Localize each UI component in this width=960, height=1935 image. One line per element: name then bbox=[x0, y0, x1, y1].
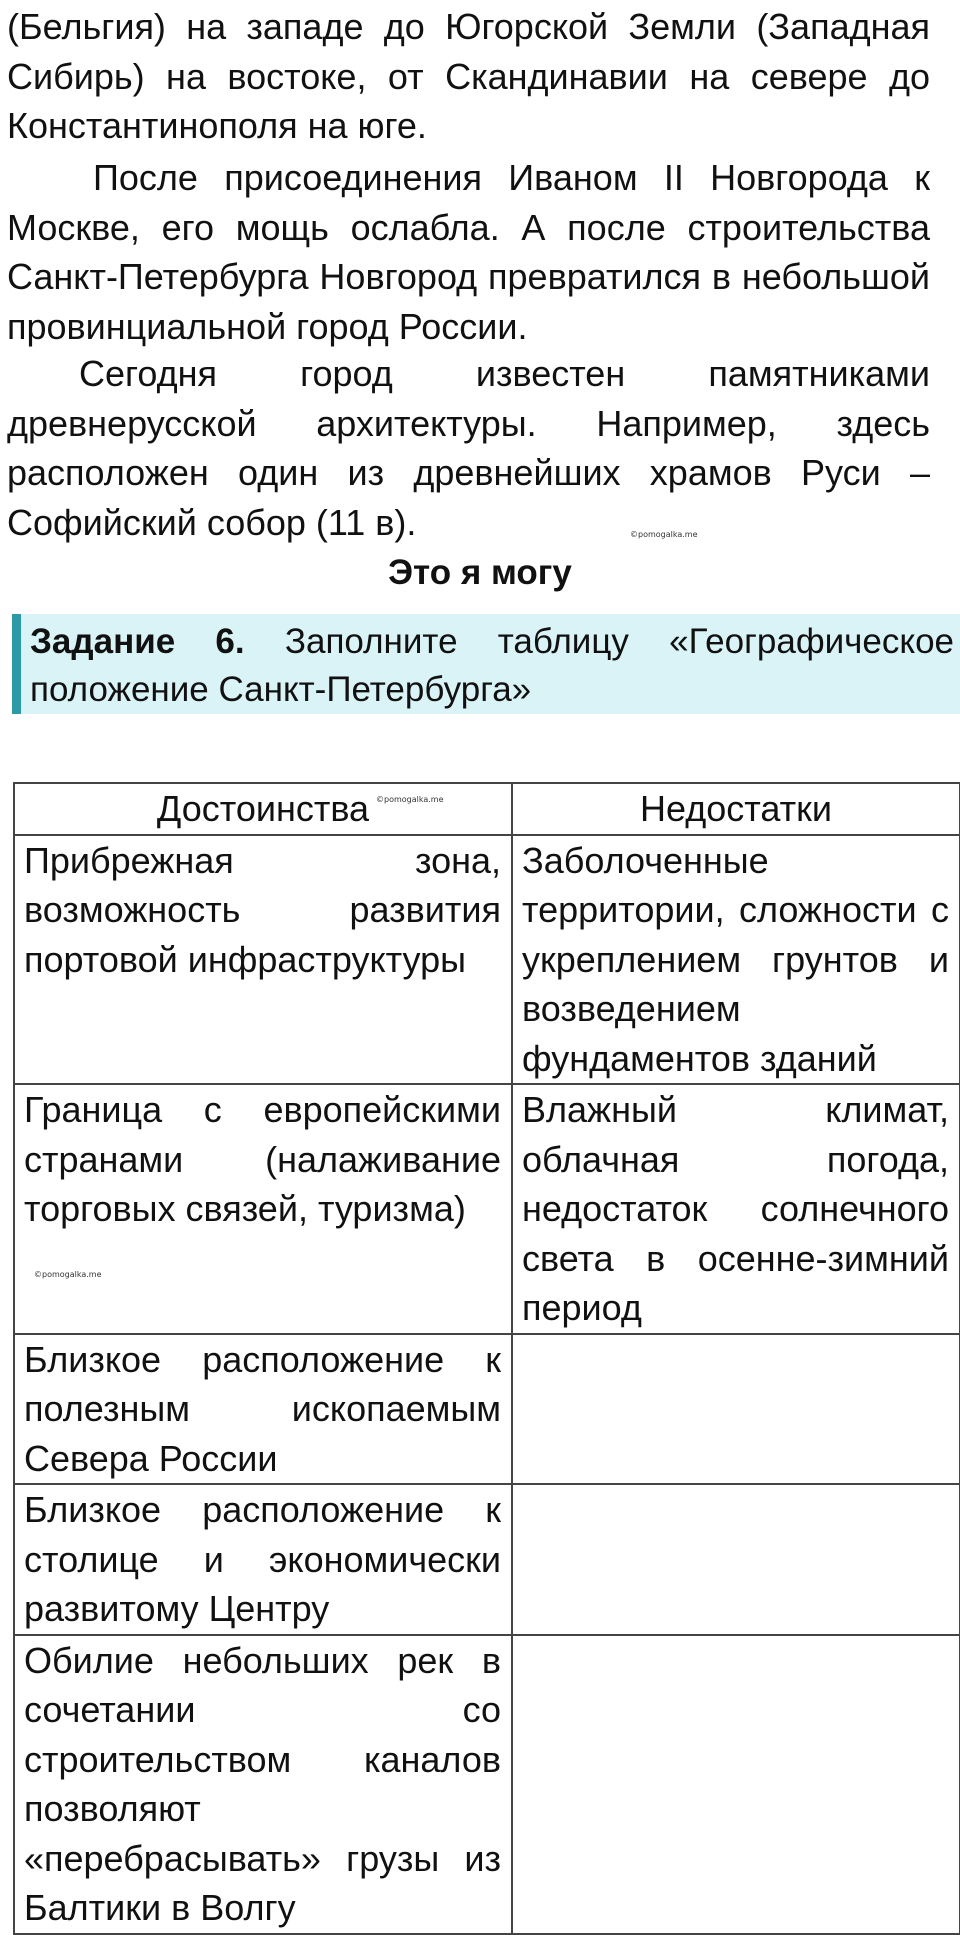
table-row bbox=[14, 1484, 960, 1635]
paragraph-2: После присоединения Иваном II Новгорода к Москве, его мощь ослабла. А после строительства Санкт-Петербурга Новгород превратился в небольшой провинциальной город России. bbox=[7, 157, 930, 347]
header-advantages: Достоинства bbox=[14, 783, 512, 835]
disadvantage-cell bbox=[512, 1334, 960, 1485]
paragraph-1: (Бельгия) на западе до Югорской Земли (Западная Сибирь) на востоке, от Скандинавии на севере до Константинополя на юге. bbox=[7, 6, 930, 146]
task-accent-bar bbox=[12, 614, 21, 714]
disadvantage-cell bbox=[512, 1484, 960, 1635]
geo-position-table bbox=[13, 782, 960, 1935]
watermark: ©pomogalka.me bbox=[34, 1270, 102, 1279]
table-row bbox=[14, 1635, 960, 1934]
header-disadvantages: Недостатки bbox=[512, 783, 960, 835]
table-row bbox=[14, 1334, 960, 1485]
section-title: Это я могу bbox=[388, 553, 572, 592]
table-row bbox=[14, 835, 960, 1085]
disadvantage-cell bbox=[512, 1635, 960, 1934]
advantage-cell: Граница с европейскими странами (налаживание торговых связей, туризма) bbox=[14, 1084, 512, 1334]
table-row bbox=[14, 1084, 960, 1334]
table-header-row bbox=[14, 783, 960, 835]
task-instruction: Заполните таблицу «Географическое положение Санкт-Петербурга» bbox=[30, 622, 954, 709]
advantage-cell: Близкое расположение к столице и экономически развитому Центру bbox=[14, 1484, 512, 1635]
advantage-cell: Близкое расположение к полезным ископаемым Севера России bbox=[14, 1334, 512, 1485]
disadvantage-cell: Заболоченные территории, сложности с укреплением грунтов и возведением фундаментов зданий bbox=[512, 835, 960, 1085]
paragraph-3: Сегодня город известен памятниками древнерусской архитектуры. Например, здесь расположен один из древнейших храмов Руси – Софийский собор (11 в). bbox=[7, 353, 930, 543]
watermark: ©pomogalka.me bbox=[376, 795, 444, 804]
disadvantage-cell: Влажный климат, облачная погода, недостаток солнечного света в осенне-зимний период bbox=[512, 1084, 960, 1334]
advantage-cell: Обилие небольших рек в сочетании со строительством каналов позволяют «перебрасывать» грузы из Балтики в Волгу bbox=[14, 1635, 512, 1934]
task-label: Задание 6. bbox=[30, 622, 245, 661]
task-text bbox=[30, 618, 954, 714]
task-box bbox=[12, 614, 960, 714]
watermark: ©pomogalka.me bbox=[630, 530, 698, 539]
advantage-cell: Прибрежная зона, возможность развития портовой инфраструктуры bbox=[14, 835, 512, 1085]
